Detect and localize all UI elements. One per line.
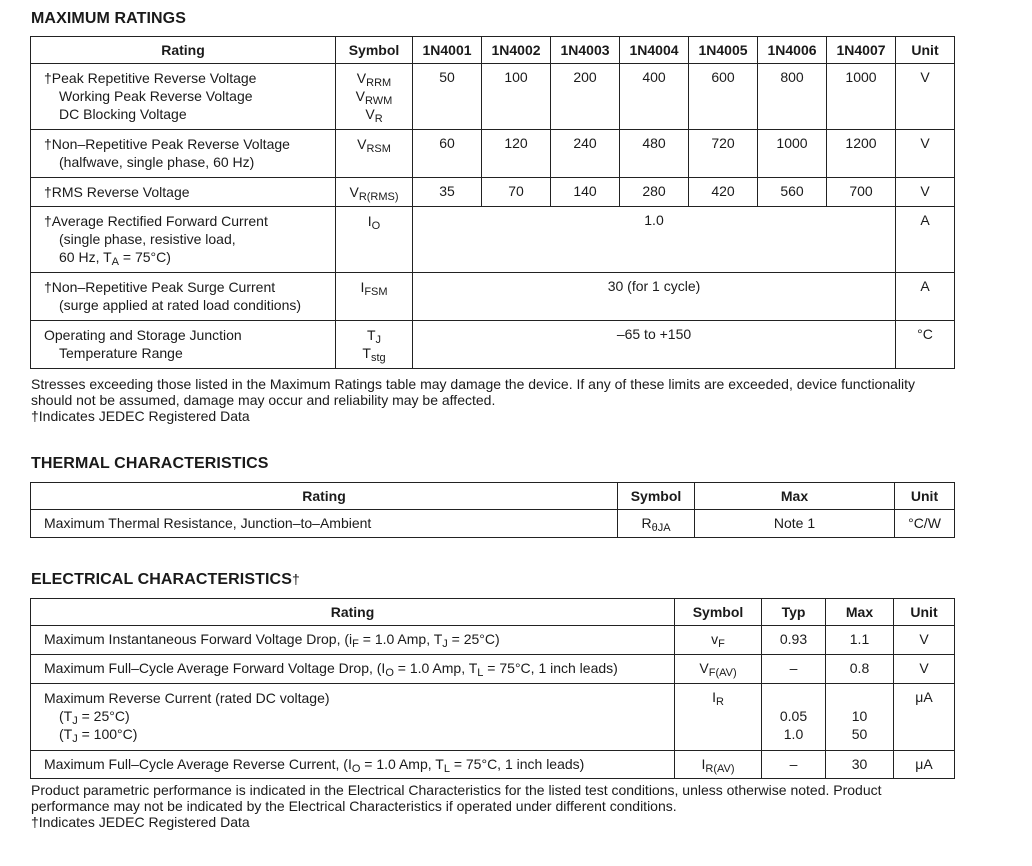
max-ratings-header-row: [31, 37, 955, 64]
typ-cell: 0.93: [762, 626, 826, 655]
table-row: [31, 64, 955, 130]
rating-cell: Maximum Reverse Current (rated DC voltage) $(T_J = 25^\circ C)$ $(T_J = 100^\circ C)$: [31, 684, 675, 751]
value-cell: 1000: [758, 130, 827, 178]
value-cell: 30 (for 1 cycle): [413, 273, 896, 321]
rating-cell: Maximum Full–Cycle Average Forward Voltage Drop, ($I_O = 1.0$ Amp, $T_L = 75^\circ C$, 1 inch leads): [31, 655, 675, 684]
value-cell: 700: [827, 178, 896, 207]
header-part-1n4001: 1N4001: [413, 37, 482, 64]
table-row: [31, 684, 955, 751]
value-cell: 35: [413, 178, 482, 207]
header-unit: Unit: [896, 37, 955, 64]
table-row: [31, 178, 955, 207]
thermal-table: [30, 482, 955, 538]
value-cell: 120: [482, 130, 551, 178]
header-rating: Rating: [31, 599, 675, 626]
unit-cell: V: [896, 64, 955, 130]
table-row: [31, 273, 955, 321]
symbol-cell: $T_J$ $T_{stg}$: [336, 321, 413, 369]
symbol-cell: $I_{R(AV)}$: [675, 751, 762, 779]
value-cell: 560: [758, 178, 827, 207]
rating-cell: †Non–Repetitive Peak Reverse Voltage (halfwave, single phase, 60 Hz): [31, 130, 336, 178]
value-cell: 100: [482, 64, 551, 130]
value-cell: 50: [413, 64, 482, 130]
max-cell: 0.8: [826, 655, 894, 684]
symbol-cell: $I_{FSM}$: [336, 273, 413, 321]
value-cell: 70: [482, 178, 551, 207]
thermal-title: THERMAL CHARACTERISTICS: [31, 455, 269, 472]
rating-cell: †Peak Repetitive Reverse Voltage Working Peak Reverse Voltage DC Blocking Voltage: [31, 64, 336, 130]
value-cell: 140: [551, 178, 620, 207]
dagger-mark: †: [291, 571, 300, 587]
max-cell: 1.1: [826, 626, 894, 655]
symbol-cell: $V_{R(RMS)}$: [336, 178, 413, 207]
symbol-cell: $V_{RSM}$: [336, 130, 413, 178]
header-part-1n4006: 1N4006: [758, 37, 827, 64]
typ-cell: 0.05 1.0: [762, 684, 826, 751]
table-row: [31, 130, 955, 178]
header-rating: Rating: [31, 483, 618, 510]
table-row: [31, 626, 955, 655]
table-row: [31, 321, 955, 369]
symbol-cell: $I_R$: [675, 684, 762, 751]
electrical-note: Product parametric performance is indicated in the Electrical Characteristics for the listed test conditions, unless otherwise noted. Product performance may not be indicated by the Electrical Characteristics if operated under different conditions. †Indicates JEDEC Registered Data: [31, 782, 971, 830]
max-ratings-title: MAXIMUM RATINGS: [31, 10, 186, 27]
value-cell: –65 to +150: [413, 321, 896, 369]
unit-cell: V: [896, 130, 955, 178]
electrical-title: ELECTRICAL CHARACTERISTICS†: [31, 571, 300, 588]
header-part-1n4002: 1N4002: [482, 37, 551, 64]
header-symbol: Symbol: [336, 37, 413, 64]
typ-cell: –: [762, 655, 826, 684]
header-part-1n4003: 1N4003: [551, 37, 620, 64]
max-cell: 10 50: [826, 684, 894, 751]
electrical-table: [30, 598, 955, 779]
symbol-cell: $I_O$: [336, 207, 413, 273]
rating-cell: †Non–Repetitive Peak Surge Current (surge applied at rated load conditions): [31, 273, 336, 321]
table-row: [31, 510, 955, 538]
jedec-note: †Indicates JEDEC Registered Data: [31, 814, 250, 830]
header-part-1n4005: 1N4005: [689, 37, 758, 64]
value-cell: 60: [413, 130, 482, 178]
value-cell: 600: [689, 64, 758, 130]
max-cell: 30: [826, 751, 894, 779]
value-cell: 480: [620, 130, 689, 178]
value-cell: 1.0: [413, 207, 896, 273]
jedec-note: †Indicates JEDEC Registered Data: [31, 408, 250, 424]
header-max: Max: [695, 483, 895, 510]
symbol-cell: $v_F$: [675, 626, 762, 655]
rating-cell: †Average Rectified Forward Current (single phase, resistive load, 60 Hz, $T_A = 75^\circ C$): [31, 207, 336, 273]
header-max: Max: [826, 599, 894, 626]
max-ratings-note: Stresses exceeding those listed in the Maximum Ratings table may damage the device. If any of these limits are exceeded, device functionality should not be assumed, damage may occur and reliability may be affected. †Indicates JEDEC Registered Data: [31, 376, 971, 424]
rating-cell: Maximum Instantaneous Forward Voltage Drop, ($i_F = 1.0$ Amp, $T_J = 25^\circ C$): [31, 626, 675, 655]
symbol-cell: $R_{\theta JA}$: [618, 510, 695, 538]
rating-cell: Operating and Storage Junction Temperature Range: [31, 321, 336, 369]
unit-cell: °C: [896, 321, 955, 369]
unit-cell: V: [896, 178, 955, 207]
rating-cell: Maximum Thermal Resistance, Junction–to–Ambient: [31, 510, 618, 538]
value-cell: 1200: [827, 130, 896, 178]
typ-cell: –: [762, 751, 826, 779]
header-rating: Rating: [31, 37, 336, 64]
table-row: [31, 655, 955, 684]
electrical-header-row: [31, 599, 955, 626]
header-unit: Unit: [895, 483, 955, 510]
rating-cell: †RMS Reverse Voltage: [31, 178, 336, 207]
symbol-cell: $V_{F(AV)}$: [675, 655, 762, 684]
value-cell: 720: [689, 130, 758, 178]
header-symbol: Symbol: [675, 599, 762, 626]
max-cell: Note 1: [695, 510, 895, 538]
value-cell: 800: [758, 64, 827, 130]
unit-cell: A: [896, 207, 955, 273]
table-row: [31, 207, 955, 273]
unit-cell: V: [894, 655, 955, 684]
thermal-header-row: [31, 483, 955, 510]
value-cell: 420: [689, 178, 758, 207]
header-unit: Unit: [894, 599, 955, 626]
header-symbol: Symbol: [618, 483, 695, 510]
value-cell: 200: [551, 64, 620, 130]
unit-cell: μA: [894, 684, 955, 751]
header-typ: Typ: [762, 599, 826, 626]
symbol-cell: $V_{RRM}$ $V_{RWM}$ $V_R$: [336, 64, 413, 130]
value-cell: 1000: [827, 64, 896, 130]
value-cell: 280: [620, 178, 689, 207]
header-part-1n4007: 1N4007: [827, 37, 896, 64]
unit-cell: A: [896, 273, 955, 321]
unit-cell: °C/W: [895, 510, 955, 538]
rating-cell: Maximum Full–Cycle Average Reverse Current, ($I_O = 1.0$ Amp, $T_L = 75^\circ C$, 1 inch leads): [31, 751, 675, 779]
header-part-1n4004: 1N4004: [620, 37, 689, 64]
unit-cell: μA: [894, 751, 955, 779]
unit-cell: V: [894, 626, 955, 655]
value-cell: 400: [620, 64, 689, 130]
max-ratings-table: [30, 36, 955, 369]
table-row: [31, 751, 955, 779]
value-cell: 240: [551, 130, 620, 178]
